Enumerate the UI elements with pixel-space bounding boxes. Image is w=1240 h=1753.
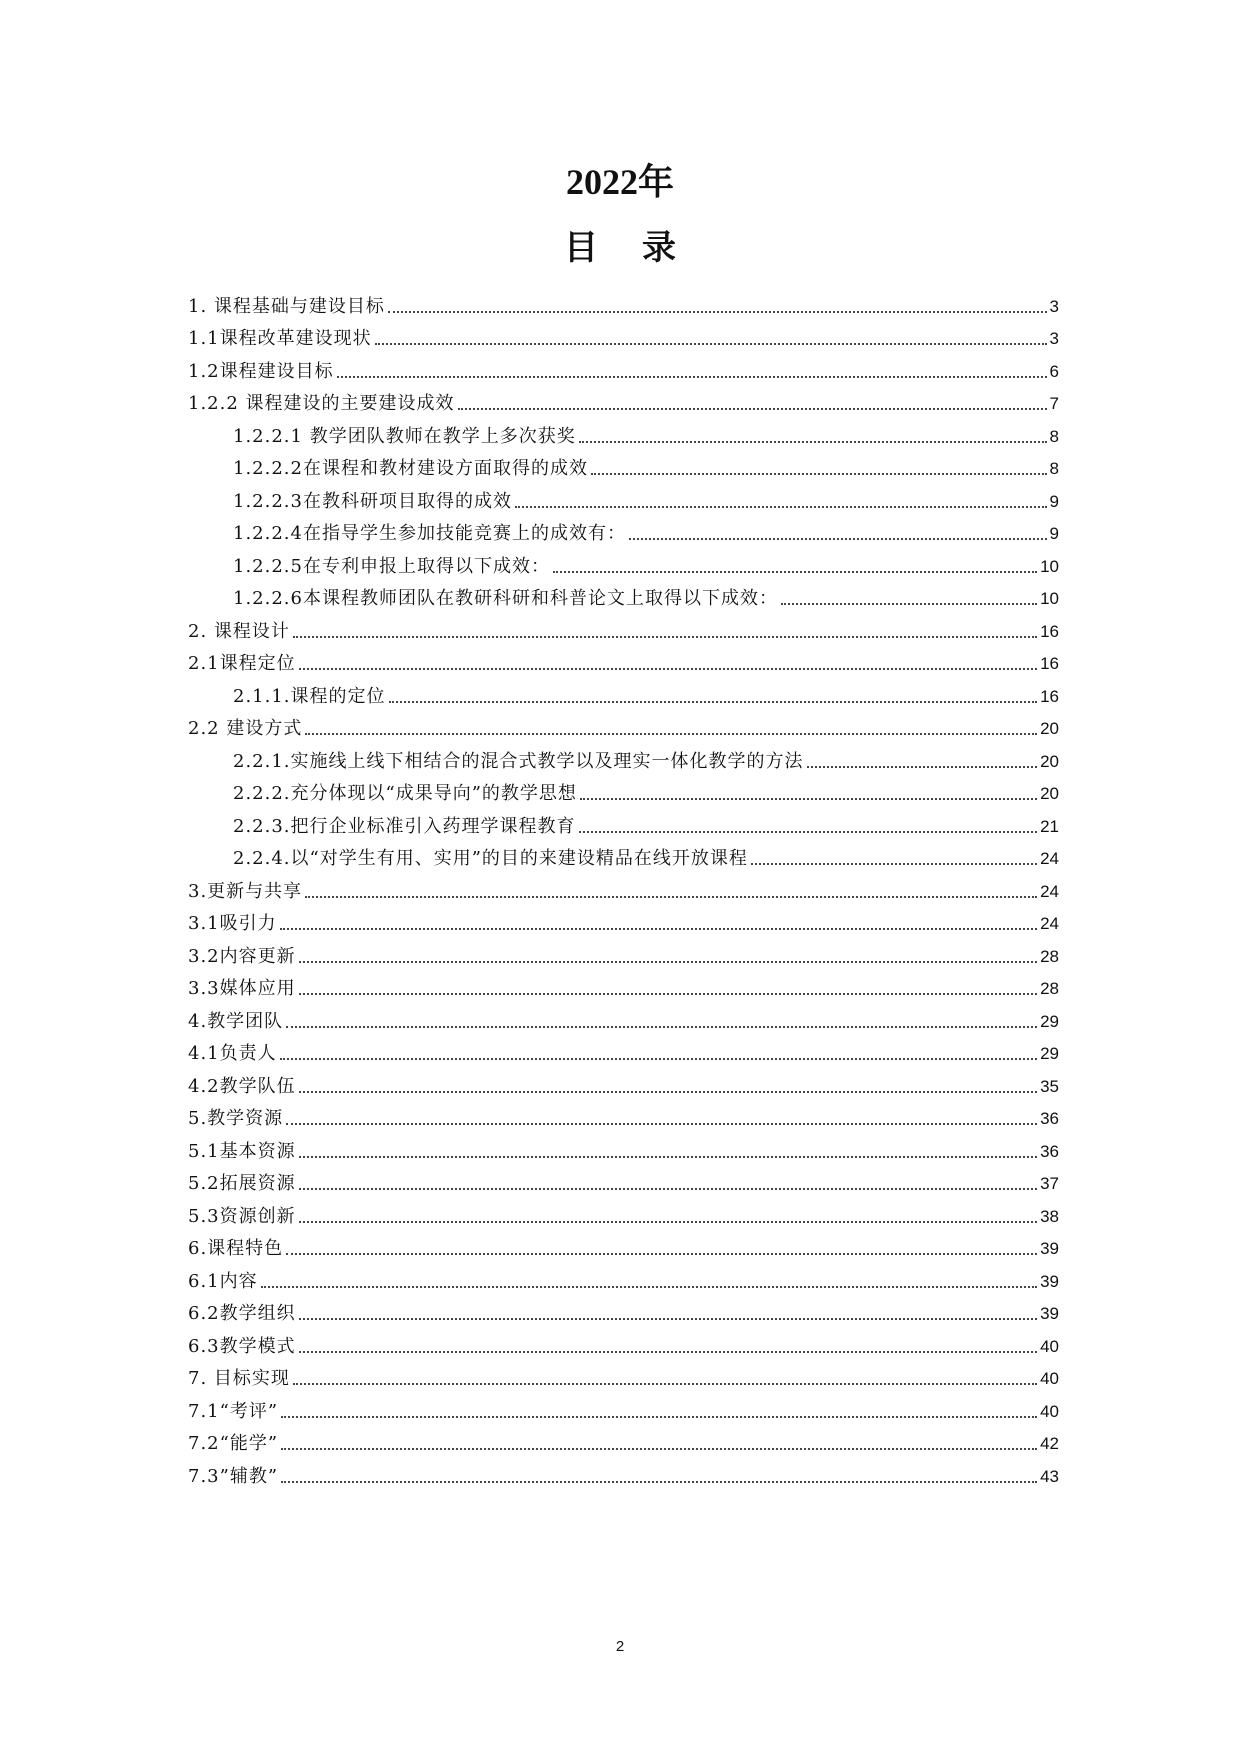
toc-dot-leader [293, 1383, 1037, 1385]
toc-dot-leader [280, 1058, 1037, 1060]
toc-entry-page: 9 [1049, 491, 1059, 511]
toc-entry-page: 9 [1049, 524, 1059, 543]
toc-dot-leader [458, 408, 1047, 410]
toc-entry-page: 40 [1040, 1336, 1059, 1356]
toc-entry[interactable] [188, 545, 1059, 578]
toc-entry[interactable] [188, 350, 1059, 383]
toc-entry-page: 39 [1040, 1239, 1059, 1258]
toc-dot-leader [579, 831, 1038, 833]
toc-entry-label: 3.1吸引力 [188, 913, 277, 934]
toc-dot-leader [299, 993, 1037, 995]
toc-entry[interactable] [188, 1358, 1059, 1391]
toc-entry-page: 16 [1040, 621, 1059, 641]
toc-entry-page: 3 [1049, 329, 1059, 348]
toc-entry-label: 5.2拓展资源 [188, 1173, 296, 1194]
toc-dot-leader [280, 928, 1037, 930]
toc-dot-leader [281, 1448, 1037, 1450]
toc-entry-label: 5.3资源创新 [188, 1205, 296, 1227]
toc-entry[interactable] [188, 870, 1059, 903]
toc-entry[interactable] [188, 285, 1059, 318]
toc-title: 目录 [564, 228, 720, 268]
toc-entry-page: 29 [1040, 1011, 1059, 1031]
toc-entry[interactable] [188, 708, 1059, 741]
toc-entry-page: 36 [1040, 1141, 1059, 1161]
toc-dot-leader [553, 571, 1037, 573]
toc-entry[interactable] [188, 643, 1059, 676]
toc-dot-leader [579, 441, 1047, 443]
toc-entry[interactable] [188, 1065, 1059, 1098]
toc-entry-page: 24 [1040, 849, 1059, 868]
toc-entry-page: 37 [1040, 1174, 1059, 1193]
toc-entry-label: 7.1“考评” [188, 1400, 279, 1422]
toc-entry-page: 43 [1040, 1466, 1059, 1486]
toc-entry-page: 36 [1040, 1109, 1059, 1128]
toc-dot-leader [299, 1221, 1037, 1223]
toc-entry-label: 5.教学资源 [188, 1108, 284, 1129]
toc-entry[interactable] [188, 1390, 1059, 1423]
toc-entry[interactable] [188, 773, 1059, 806]
toc-entry[interactable] [188, 805, 1059, 838]
toc-entry-label: 3.3媒体应用 [188, 978, 296, 999]
toc-dot-leader [286, 1253, 1037, 1255]
toc-entry[interactable] [188, 1423, 1059, 1456]
toc-entry-page: 21 [1040, 816, 1059, 836]
toc-entry[interactable] [188, 1195, 1059, 1228]
toc-entry[interactable] [188, 838, 1059, 871]
toc-entry-page: 10 [1040, 556, 1059, 576]
toc-entry-label: 2.1.1.课程的定位 [233, 685, 386, 707]
toc-entry-label: 6.课程特色 [188, 1238, 284, 1259]
toc-dot-leader [305, 896, 1037, 898]
toc-entry[interactable] [188, 1163, 1059, 1196]
toc-entry-label: 6.3教学模式 [188, 1335, 296, 1357]
toc-entry[interactable] [188, 740, 1059, 773]
toc-entry-page: 10 [1040, 589, 1059, 608]
toc-entry[interactable] [188, 513, 1059, 546]
toc-entry-page: 24 [1040, 914, 1059, 933]
toc-entry-label: 1.2.2.1 教学团队教师在教学上多次获奖 [233, 425, 576, 447]
toc-entry-page: 20 [1040, 784, 1059, 803]
toc-entry-page: 39 [1040, 1271, 1059, 1291]
toc-entry-label: 1.2.2.6本课程教师团队在教研科研和科普论文上取得以下成效： [233, 588, 778, 609]
toc-entry-page: 3 [1049, 296, 1059, 316]
toc-entry-page: 35 [1040, 1076, 1059, 1096]
toc-dot-leader [515, 506, 1047, 508]
toc-entry-label: 4.1负责人 [188, 1043, 277, 1064]
toc-dot-leader [751, 863, 1037, 865]
toc-entry-label: 7.3”辅教” [188, 1465, 279, 1487]
toc-entry-page: 38 [1040, 1206, 1059, 1226]
table-of-contents [188, 285, 1059, 1488]
toc-dot-leader [337, 376, 1047, 378]
toc-entry-label: 1.2.2.4在指导学生参加技能竞赛上的成效有： [233, 523, 626, 544]
toc-entry[interactable] [188, 1098, 1059, 1131]
toc-dot-leader [807, 766, 1038, 768]
toc-dot-leader [299, 961, 1037, 963]
toc-dot-leader [281, 1481, 1037, 1483]
toc-entry[interactable] [188, 1130, 1059, 1163]
toc-dot-leader [299, 1318, 1037, 1320]
toc-dot-leader [281, 1416, 1037, 1418]
toc-entry-label: 1.1课程改革建设现状 [188, 328, 372, 349]
toc-entry[interactable] [188, 1000, 1059, 1033]
toc-entry-label: 2.2.2.充分体现以“成果导向”的教学思想 [233, 783, 577, 804]
toc-entry-page: 40 [1040, 1369, 1059, 1388]
toc-entry-label: 1.2.2 课程建设的主要建设成效 [188, 393, 455, 414]
toc-entry[interactable] [188, 903, 1059, 936]
toc-entry-page: 42 [1040, 1434, 1059, 1453]
toc-entry-page: 6 [1049, 361, 1059, 381]
toc-entry-label: 2.2 建设方式 [188, 718, 303, 739]
toc-entry[interactable] [188, 383, 1059, 416]
toc-dot-leader [629, 538, 1047, 540]
toc-dot-leader [305, 733, 1037, 735]
toc-entry-page: 39 [1040, 1304, 1059, 1323]
toc-dot-leader [299, 1156, 1037, 1158]
toc-dot-leader [286, 1123, 1037, 1125]
toc-entry-page: 29 [1040, 1044, 1059, 1063]
toc-entry-label: 2. 课程设计 [188, 620, 290, 642]
toc-entry-page: 28 [1040, 979, 1059, 998]
toc-entry-label: 2.2.4.以“对学生有用、实用”的目的来建设精品在线开放课程 [233, 848, 748, 869]
toc-entry-label: 1.2.2.3在教科研项目取得的成效 [233, 490, 512, 512]
toc-entry[interactable] [188, 1293, 1059, 1326]
toc-entry-label: 4.教学团队 [188, 1010, 284, 1032]
toc-entry-page: 24 [1040, 881, 1059, 901]
toc-entry[interactable] [188, 1228, 1059, 1261]
document-year: 2022年 [565, 162, 674, 202]
toc-entry[interactable] [188, 480, 1059, 513]
toc-entry-label: 5.1基本资源 [188, 1140, 296, 1162]
toc-dot-leader [591, 473, 1047, 475]
toc-dot-leader [580, 798, 1037, 800]
toc-entry-label: 1. 课程基础与建设目标 [188, 295, 385, 317]
toc-entry[interactable] [188, 578, 1059, 611]
toc-dot-leader [286, 1026, 1037, 1028]
toc-entry-page: 7 [1049, 394, 1059, 413]
toc-entry-label: 3.更新与共享 [188, 880, 303, 902]
toc-entry-page: 20 [1040, 719, 1059, 738]
toc-entry-label: 2.2.1.实施线上线下相结合的混合式教学以及理实一体化教学的方法 [233, 750, 804, 772]
toc-entry-page: 28 [1040, 946, 1059, 966]
toc-entry-page: 16 [1040, 686, 1059, 706]
toc-dot-leader [375, 343, 1047, 345]
toc-entry-page: 16 [1040, 654, 1059, 673]
toc-entry-page: 40 [1040, 1401, 1059, 1421]
toc-entry[interactable] [188, 1260, 1059, 1293]
toc-entry-label: 6.1内容 [188, 1270, 258, 1292]
toc-entry-label: 2.1课程定位 [188, 653, 296, 674]
toc-dot-leader [299, 1188, 1037, 1190]
toc-entry-label: 1.2.2.5在专利申报上取得以下成效： [233, 555, 550, 577]
toc-entry-label: 4.2教学队伍 [188, 1075, 296, 1097]
toc-entry-page: 8 [1049, 459, 1059, 478]
toc-entry-label: 1.2.2.2在课程和教材建设方面取得的成效 [233, 458, 588, 479]
toc-entry-page: 20 [1040, 751, 1059, 771]
toc-entry-label: 7.2“能学” [188, 1433, 279, 1454]
toc-entry[interactable] [188, 675, 1059, 708]
toc-entry[interactable] [188, 968, 1059, 1001]
toc-entry[interactable] [188, 415, 1059, 448]
toc-entry[interactable] [188, 935, 1059, 968]
toc-entry[interactable] [188, 1325, 1059, 1358]
toc-entry[interactable] [188, 1455, 1059, 1488]
toc-entry[interactable] [188, 610, 1059, 643]
toc-entry[interactable] [188, 318, 1059, 351]
toc-entry[interactable] [188, 448, 1059, 481]
toc-entry-page: 8 [1049, 426, 1059, 446]
toc-entry-label: 1.2课程建设目标 [188, 360, 334, 382]
toc-dot-leader [293, 636, 1037, 638]
toc-dot-leader [299, 1351, 1037, 1353]
toc-dot-leader [299, 1091, 1037, 1093]
toc-entry-label: 2.2.3.把行企业标准引入药理学课程教育 [233, 815, 576, 837]
page-number: 2 [615, 1638, 625, 1655]
toc-entry[interactable] [188, 1033, 1059, 1066]
toc-dot-leader [781, 603, 1037, 605]
toc-dot-leader [299, 668, 1037, 670]
toc-entry-label: 6.2教学组织 [188, 1303, 296, 1324]
toc-dot-leader [261, 1286, 1037, 1288]
toc-dot-leader [388, 311, 1047, 313]
toc-entry-label: 7. 目标实现 [188, 1368, 290, 1389]
toc-entry-label: 3.2内容更新 [188, 945, 296, 967]
toc-dot-leader [389, 701, 1038, 703]
